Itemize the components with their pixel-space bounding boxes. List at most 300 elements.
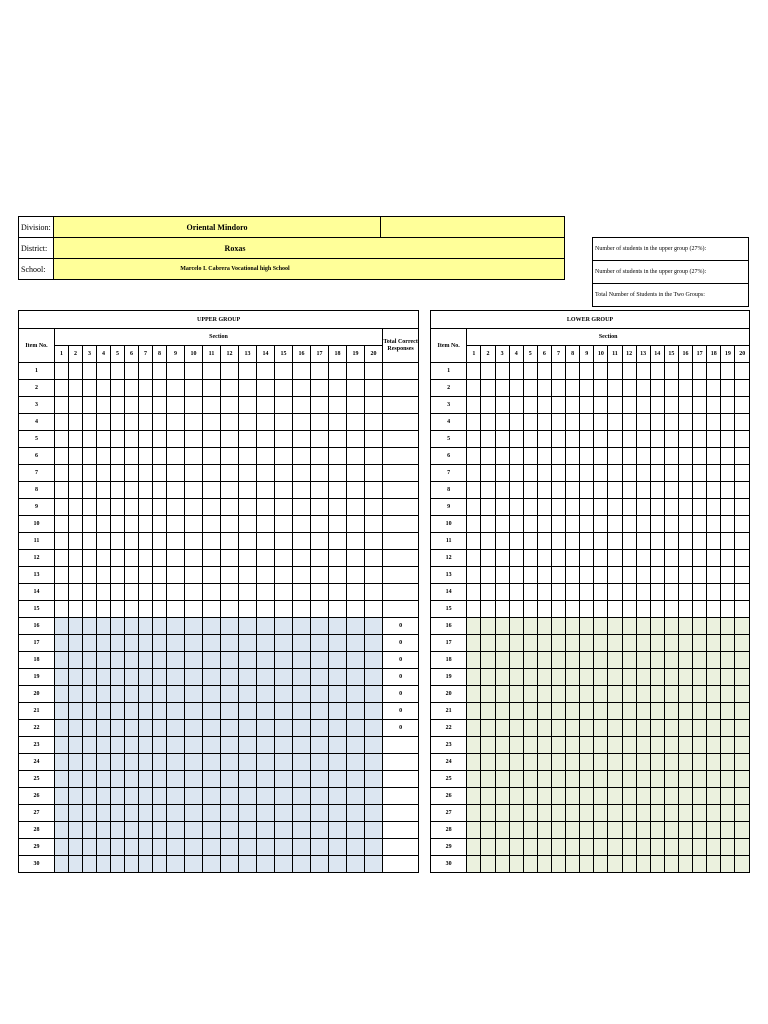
lower-response-cell[interactable] [707,703,721,720]
upper-response-cell[interactable] [221,686,239,703]
upper-response-cell[interactable] [83,516,97,533]
lower-response-cell[interactable] [664,601,678,618]
upper-response-cell[interactable] [125,465,139,482]
lower-response-cell[interactable] [467,499,481,516]
lower-response-cell[interactable] [467,822,481,839]
lower-response-cell[interactable] [509,431,523,448]
lower-response-cell[interactable] [566,584,580,601]
lower-response-cell[interactable] [735,635,750,652]
upper-response-cell[interactable] [185,703,203,720]
lower-response-cell[interactable] [608,380,622,397]
upper-response-cell[interactable] [139,533,153,550]
upper-response-cell[interactable] [203,839,221,856]
upper-response-cell[interactable] [293,720,311,737]
upper-response-cell[interactable] [239,805,257,822]
lower-response-cell[interactable] [693,533,707,550]
lower-response-cell[interactable] [481,567,495,584]
upper-response-cell[interactable] [221,533,239,550]
lower-response-cell[interactable] [566,805,580,822]
lower-response-cell[interactable] [636,465,650,482]
upper-response-cell[interactable] [275,414,293,431]
lower-response-cell[interactable] [495,703,509,720]
lower-response-cell[interactable] [467,414,481,431]
lower-response-cell[interactable] [566,448,580,465]
lower-response-cell[interactable] [636,652,650,669]
lower-response-cell[interactable] [622,788,636,805]
lower-response-cell[interactable] [495,533,509,550]
upper-response-cell[interactable] [293,567,311,584]
lower-response-cell[interactable] [664,618,678,635]
upper-response-cell[interactable] [275,839,293,856]
upper-response-cell[interactable] [257,737,275,754]
upper-response-cell[interactable] [275,618,293,635]
upper-response-cell[interactable] [139,669,153,686]
lower-response-cell[interactable] [481,618,495,635]
upper-response-cell[interactable] [185,805,203,822]
lower-response-cell[interactable] [495,686,509,703]
upper-response-cell[interactable] [257,754,275,771]
upper-response-cell[interactable] [55,720,69,737]
lower-response-cell[interactable] [721,737,735,754]
lower-response-cell[interactable] [693,839,707,856]
upper-response-cell[interactable] [111,754,125,771]
upper-response-cell[interactable] [347,652,365,669]
upper-response-cell[interactable] [167,397,185,414]
lower-response-cell[interactable] [523,431,537,448]
upper-response-cell[interactable] [185,618,203,635]
lower-response-cell[interactable] [721,703,735,720]
upper-response-cell[interactable] [293,737,311,754]
lower-response-cell[interactable] [650,516,664,533]
upper-response-cell[interactable] [153,516,167,533]
lower-response-cell[interactable] [509,805,523,822]
upper-response-cell[interactable] [167,380,185,397]
upper-response-cell[interactable] [365,856,383,873]
lower-response-cell[interactable] [707,737,721,754]
upper-response-cell[interactable] [139,601,153,618]
lower-response-cell[interactable] [721,380,735,397]
upper-response-cell[interactable] [203,788,221,805]
lower-response-cell[interactable] [481,669,495,686]
upper-response-cell[interactable] [221,397,239,414]
lower-response-cell[interactable] [622,431,636,448]
lower-response-cell[interactable] [608,737,622,754]
upper-response-cell[interactable] [55,533,69,550]
lower-response-cell[interactable] [594,550,608,567]
upper-response-cell[interactable] [275,652,293,669]
lower-response-cell[interactable] [523,465,537,482]
upper-response-cell[interactable] [111,720,125,737]
upper-response-cell[interactable] [139,754,153,771]
upper-response-cell[interactable] [365,516,383,533]
lower-response-cell[interactable] [566,363,580,380]
upper-response-cell[interactable] [97,465,111,482]
upper-response-cell[interactable] [221,669,239,686]
upper-response-cell[interactable] [239,720,257,737]
upper-response-cell[interactable] [275,363,293,380]
lower-response-cell[interactable] [467,533,481,550]
upper-response-cell[interactable] [167,363,185,380]
upper-response-cell[interactable] [329,703,347,720]
lower-response-cell[interactable] [678,516,692,533]
upper-response-cell[interactable] [347,771,365,788]
lower-response-cell[interactable] [481,686,495,703]
upper-response-cell[interactable] [111,448,125,465]
upper-response-cell[interactable] [221,652,239,669]
upper-response-cell[interactable] [153,533,167,550]
lower-response-cell[interactable] [523,635,537,652]
upper-response-cell[interactable] [69,601,83,618]
lower-response-cell[interactable] [693,584,707,601]
upper-response-cell[interactable] [275,380,293,397]
lower-response-cell[interactable] [537,448,551,465]
upper-response-cell[interactable] [125,822,139,839]
lower-response-cell[interactable] [537,550,551,567]
upper-response-cell[interactable] [365,635,383,652]
upper-response-cell[interactable] [55,839,69,856]
upper-response-cell[interactable] [69,686,83,703]
lower-response-cell[interactable] [509,822,523,839]
lower-response-cell[interactable] [481,499,495,516]
lower-response-cell[interactable] [608,414,622,431]
lower-response-cell[interactable] [664,482,678,499]
upper-response-cell[interactable] [153,567,167,584]
lower-response-cell[interactable] [608,533,622,550]
upper-response-cell[interactable] [139,363,153,380]
upper-response-cell[interactable] [275,856,293,873]
lower-response-cell[interactable] [594,652,608,669]
upper-total-cell[interactable] [383,397,419,414]
lower-response-cell[interactable] [636,567,650,584]
upper-response-cell[interactable] [153,397,167,414]
upper-response-cell[interactable] [111,567,125,584]
upper-response-cell[interactable] [185,720,203,737]
lower-response-cell[interactable] [481,465,495,482]
lower-response-cell[interactable] [707,618,721,635]
upper-response-cell[interactable] [153,686,167,703]
lower-response-cell[interactable] [551,652,565,669]
upper-response-cell[interactable] [185,856,203,873]
lower-response-cell[interactable] [650,669,664,686]
lower-response-cell[interactable] [495,669,509,686]
upper-response-cell[interactable] [153,822,167,839]
lower-response-cell[interactable] [636,788,650,805]
lower-response-cell[interactable] [650,771,664,788]
upper-response-cell[interactable] [311,550,329,567]
lower-response-cell[interactable] [467,363,481,380]
upper-response-cell[interactable] [203,499,221,516]
lower-response-cell[interactable] [467,737,481,754]
upper-response-cell[interactable] [365,448,383,465]
upper-response-cell[interactable] [293,686,311,703]
lower-response-cell[interactable] [580,652,594,669]
lower-response-cell[interactable] [622,669,636,686]
lower-response-cell[interactable] [664,788,678,805]
lower-response-cell[interactable] [495,482,509,499]
upper-response-cell[interactable] [167,856,185,873]
lower-response-cell[interactable] [650,414,664,431]
upper-total-cell[interactable] [383,499,419,516]
lower-response-cell[interactable] [594,669,608,686]
lower-response-cell[interactable] [594,856,608,873]
lower-response-cell[interactable] [707,380,721,397]
lower-response-cell[interactable] [664,516,678,533]
upper-response-cell[interactable] [275,720,293,737]
upper-response-cell[interactable] [365,737,383,754]
upper-response-cell[interactable] [257,822,275,839]
lower-response-cell[interactable] [678,533,692,550]
lower-response-cell[interactable] [594,516,608,533]
lower-response-cell[interactable] [735,805,750,822]
upper-response-cell[interactable] [293,839,311,856]
lower-response-cell[interactable] [650,788,664,805]
lower-response-cell[interactable] [509,635,523,652]
lower-response-cell[interactable] [721,669,735,686]
upper-response-cell[interactable] [347,839,365,856]
lower-response-cell[interactable] [721,567,735,584]
upper-total-cell[interactable] [383,788,419,805]
upper-response-cell[interactable] [293,516,311,533]
upper-response-cell[interactable] [365,567,383,584]
upper-response-cell[interactable] [125,499,139,516]
lower-response-cell[interactable] [650,533,664,550]
upper-response-cell[interactable] [83,805,97,822]
lower-response-cell[interactable] [467,720,481,737]
upper-response-cell[interactable] [69,635,83,652]
upper-response-cell[interactable] [153,380,167,397]
lower-response-cell[interactable] [467,839,481,856]
lower-response-cell[interactable] [566,754,580,771]
lower-response-cell[interactable] [537,652,551,669]
lower-response-cell[interactable] [495,380,509,397]
upper-response-cell[interactable] [185,516,203,533]
upper-total-cell[interactable] [383,601,419,618]
lower-response-cell[interactable] [566,686,580,703]
upper-response-cell[interactable] [293,822,311,839]
upper-total-cell[interactable] [383,380,419,397]
lower-response-cell[interactable] [509,856,523,873]
lower-response-cell[interactable] [707,822,721,839]
lower-response-cell[interactable] [636,380,650,397]
upper-response-cell[interactable] [139,431,153,448]
upper-response-cell[interactable] [275,550,293,567]
lower-response-cell[interactable] [467,652,481,669]
upper-response-cell[interactable] [111,465,125,482]
lower-response-cell[interactable] [650,431,664,448]
lower-response-cell[interactable] [735,703,750,720]
lower-response-cell[interactable] [509,533,523,550]
lower-response-cell[interactable] [566,822,580,839]
lower-response-cell[interactable] [608,669,622,686]
lower-response-cell[interactable] [735,754,750,771]
lower-response-cell[interactable] [495,601,509,618]
upper-response-cell[interactable] [275,499,293,516]
lower-response-cell[interactable] [467,482,481,499]
lower-response-cell[interactable] [523,805,537,822]
upper-response-cell[interactable] [139,856,153,873]
upper-response-cell[interactable] [97,584,111,601]
upper-response-cell[interactable] [83,482,97,499]
upper-response-cell[interactable] [293,448,311,465]
lower-response-cell[interactable] [636,482,650,499]
lower-response-cell[interactable] [509,584,523,601]
upper-response-cell[interactable] [153,720,167,737]
lower-response-cell[interactable] [551,414,565,431]
upper-response-cell[interactable] [293,380,311,397]
lower-response-cell[interactable] [580,397,594,414]
upper-response-cell[interactable] [83,584,97,601]
upper-response-cell[interactable] [55,601,69,618]
upper-response-cell[interactable] [239,839,257,856]
upper-response-cell[interactable] [185,771,203,788]
upper-response-cell[interactable] [69,516,83,533]
lower-response-cell[interactable] [523,584,537,601]
upper-response-cell[interactable] [347,618,365,635]
lower-response-cell[interactable] [650,567,664,584]
lower-response-cell[interactable] [622,465,636,482]
upper-response-cell[interactable] [185,601,203,618]
upper-response-cell[interactable] [125,771,139,788]
lower-response-cell[interactable] [495,550,509,567]
lower-response-cell[interactable] [566,601,580,618]
upper-response-cell[interactable] [153,839,167,856]
upper-response-cell[interactable] [257,482,275,499]
upper-response-cell[interactable] [111,516,125,533]
lower-response-cell[interactable] [523,363,537,380]
lower-response-cell[interactable] [636,635,650,652]
upper-response-cell[interactable] [347,805,365,822]
lower-response-cell[interactable] [622,567,636,584]
upper-response-cell[interactable] [139,482,153,499]
upper-response-cell[interactable] [293,363,311,380]
lower-response-cell[interactable] [537,822,551,839]
upper-response-cell[interactable] [329,856,347,873]
lower-response-cell[interactable] [481,703,495,720]
upper-response-cell[interactable] [111,669,125,686]
lower-response-cell[interactable] [735,839,750,856]
lower-response-cell[interactable] [580,499,594,516]
lower-response-cell[interactable] [523,788,537,805]
upper-response-cell[interactable] [257,720,275,737]
upper-response-cell[interactable] [203,856,221,873]
lower-response-cell[interactable] [523,533,537,550]
lower-response-cell[interactable] [650,635,664,652]
lower-response-cell[interactable] [580,737,594,754]
upper-response-cell[interactable] [125,856,139,873]
upper-response-cell[interactable] [293,754,311,771]
upper-response-cell[interactable] [153,737,167,754]
lower-response-cell[interactable] [495,788,509,805]
lower-response-cell[interactable] [678,414,692,431]
lower-response-cell[interactable] [721,856,735,873]
lower-response-cell[interactable] [551,805,565,822]
lower-response-cell[interactable] [608,618,622,635]
lower-response-cell[interactable] [481,431,495,448]
lower-response-cell[interactable] [735,414,750,431]
lower-response-cell[interactable] [551,703,565,720]
lower-response-cell[interactable] [664,771,678,788]
lower-response-cell[interactable] [650,754,664,771]
upper-response-cell[interactable] [347,533,365,550]
upper-response-cell[interactable] [329,771,347,788]
lower-response-cell[interactable] [608,448,622,465]
upper-response-cell[interactable] [275,635,293,652]
upper-response-cell[interactable] [97,499,111,516]
lower-response-cell[interactable] [608,431,622,448]
lower-response-cell[interactable] [707,414,721,431]
lower-response-cell[interactable] [664,652,678,669]
upper-response-cell[interactable] [69,788,83,805]
lower-response-cell[interactable] [693,754,707,771]
upper-response-cell[interactable] [139,567,153,584]
upper-response-cell[interactable] [83,839,97,856]
upper-response-cell[interactable] [69,737,83,754]
lower-response-cell[interactable] [622,686,636,703]
lower-response-cell[interactable] [523,516,537,533]
upper-response-cell[interactable] [257,856,275,873]
lower-response-cell[interactable] [735,482,750,499]
lower-response-cell[interactable] [509,550,523,567]
upper-response-cell[interactable] [69,584,83,601]
lower-response-cell[interactable] [721,482,735,499]
lower-response-cell[interactable] [594,448,608,465]
upper-response-cell[interactable] [97,669,111,686]
lower-response-cell[interactable] [707,669,721,686]
upper-response-cell[interactable] [97,567,111,584]
lower-response-cell[interactable] [523,822,537,839]
upper-response-cell[interactable] [221,822,239,839]
upper-response-cell[interactable] [83,499,97,516]
lower-response-cell[interactable] [509,788,523,805]
upper-response-cell[interactable] [97,771,111,788]
upper-response-cell[interactable] [55,363,69,380]
lower-response-cell[interactable] [537,414,551,431]
lower-response-cell[interactable] [636,516,650,533]
lower-response-cell[interactable] [523,414,537,431]
lower-response-cell[interactable] [721,635,735,652]
upper-response-cell[interactable] [329,448,347,465]
upper-response-cell[interactable] [55,431,69,448]
upper-response-cell[interactable] [97,686,111,703]
lower-response-cell[interactable] [636,363,650,380]
lower-response-cell[interactable] [735,397,750,414]
lower-response-cell[interactable] [678,499,692,516]
upper-response-cell[interactable] [329,363,347,380]
upper-response-cell[interactable] [365,686,383,703]
lower-response-cell[interactable] [707,499,721,516]
upper-response-cell[interactable] [139,448,153,465]
lower-response-cell[interactable] [650,465,664,482]
upper-response-cell[interactable] [203,754,221,771]
upper-response-cell[interactable] [125,397,139,414]
lower-response-cell[interactable] [467,618,481,635]
upper-response-cell[interactable] [167,703,185,720]
upper-response-cell[interactable] [221,771,239,788]
lower-response-cell[interactable] [622,397,636,414]
upper-response-cell[interactable] [83,652,97,669]
upper-response-cell[interactable] [329,567,347,584]
upper-response-cell[interactable] [139,720,153,737]
upper-response-cell[interactable] [203,805,221,822]
lower-response-cell[interactable] [608,839,622,856]
lower-response-cell[interactable] [707,465,721,482]
lower-response-cell[interactable] [622,448,636,465]
upper-response-cell[interactable] [203,482,221,499]
upper-response-cell[interactable] [83,618,97,635]
lower-response-cell[interactable] [594,618,608,635]
upper-response-cell[interactable] [239,431,257,448]
upper-response-cell[interactable] [365,771,383,788]
